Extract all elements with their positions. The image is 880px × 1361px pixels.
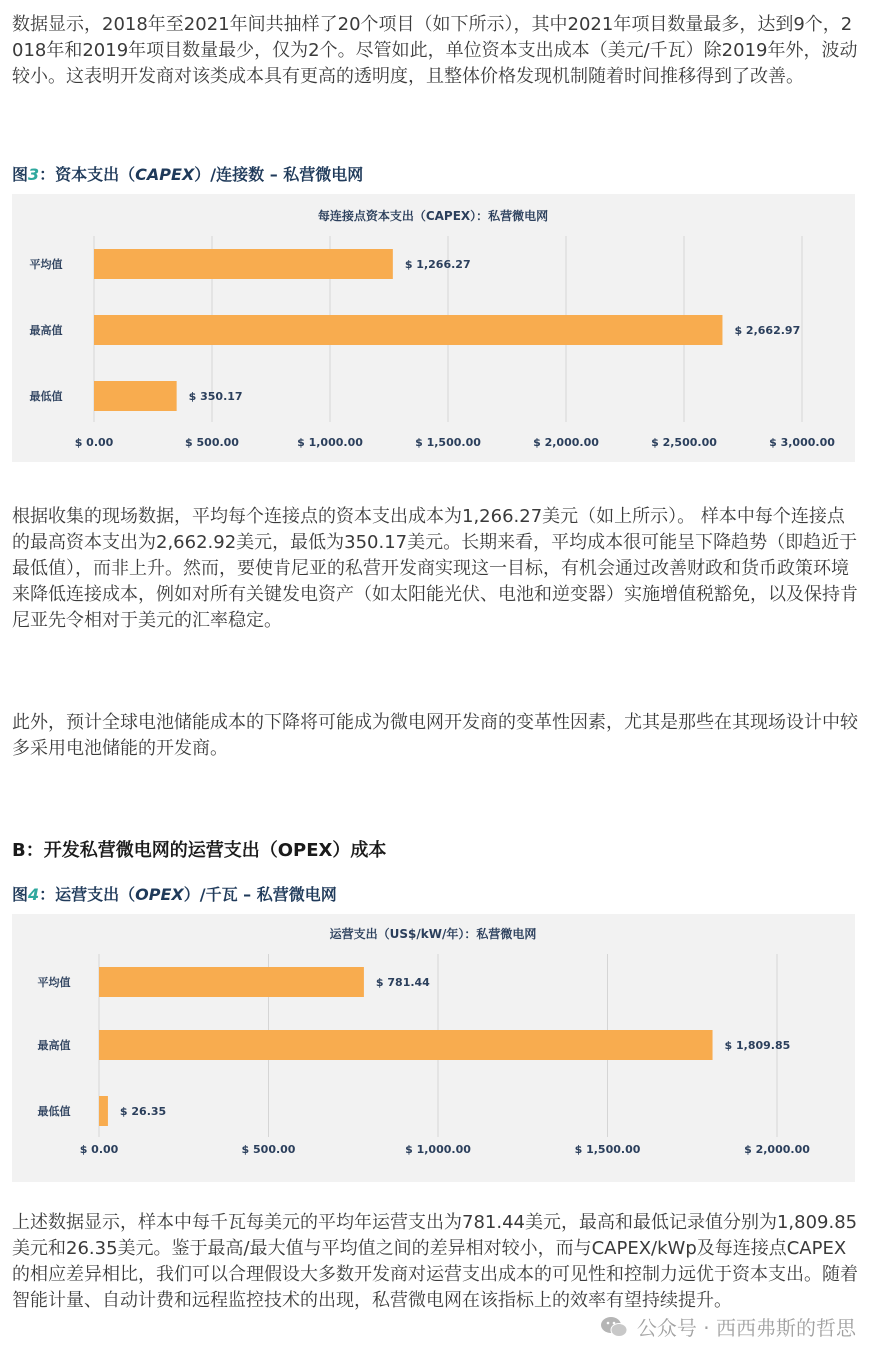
figure-prefix: 图 [12, 165, 29, 184]
tick-label: $ 1,500.00 [415, 436, 481, 449]
category-label: 平均值 [29, 258, 63, 271]
tick-label: $ 2,500.00 [651, 436, 717, 449]
category-label: 最低值 [37, 1105, 71, 1118]
chart-title: 每连接点资本支出（CAPEX）：私营微电网 [317, 209, 549, 223]
tick-label: $ 0.00 [79, 1143, 119, 1156]
bar [94, 381, 177, 411]
category-label: 最高值 [29, 324, 63, 337]
bar [94, 315, 722, 345]
figure-3-caption [12, 162, 363, 185]
tick-label: $ 0.00 [74, 436, 114, 449]
battery-paragraph: 此外，预计全球电池储能成本的下降将可能成为微电网开发商的变革性因素，尤其是那些在其现场设计中较多采用电池储能的开发商。 [12, 712, 858, 759]
data-label: $ 1,809.85 [724, 1039, 791, 1052]
category-label: 最低值 [29, 390, 63, 403]
section-b-heading: B：开发私营微电网的运营支出（OPEX）成本 [12, 840, 387, 861]
opex-chart [12, 914, 855, 1182]
opex-paragraph: 上述数据显示，样本中每千瓦每美元的平均年运营支出为781.44美元，最高和最低记录值分别为1,809.85美元和26.35美元。鉴于最高/最大值与平均值之间的差异相对较小，而与CAPEX/kWp及每连接点CAPEX的相应差异相比，我们可以合理假设大多数开发商对运营支出成本的可见性和控制力远优于资本支出。随着智能计量、自动计费和远程监控技术的出现，私营微电网在该指标上的效率有望持续提升。 [12, 1212, 858, 1311]
data-label: $ 2,662.97 [734, 324, 801, 337]
figure-4-caption [12, 882, 337, 905]
tick-label: $ 1,500.00 [574, 1143, 641, 1156]
capex-paragraph: 根据收集的现场数据，平均每个连接点的资本支出成本为1,266.27美元（如上所示）。 样本中每个连接点的最高资本支出为2,662.92美元，最低为350.17美元。长期来看，平均成本很可能呈下降趋势（即趋近于最低值），而非上升。然而，要使肯尼亚的私营开发商实现这一目标，有机会通过改善财政和货币政策环境来降低连接成本，例如对所有关键发电资产（如太阳能光伏、电池和逆变器）实施增值税豁免，以及保持肯尼亚先令相对于美元的汇率稳定。 [12, 506, 858, 631]
tick-label: $ 2,000.00 [744, 1143, 810, 1156]
tick-label: $ 1,000.00 [297, 436, 363, 449]
wechat-icon [599, 1315, 629, 1339]
watermark-text: 公众号 · 西西弗斯的哲思 [636, 1316, 856, 1340]
tick-label: $ 2,000.00 [533, 436, 599, 449]
caption-text-end: ）/千瓦 – 私营微电网 [183, 885, 337, 904]
watermark [599, 1312, 856, 1341]
data-label: $ 350.17 [188, 390, 243, 403]
bar [99, 1030, 713, 1060]
data-label: $ 781.44 [375, 976, 430, 989]
data-label: $ 1,266.27 [404, 258, 471, 271]
data-label: $ 26.35 [119, 1105, 167, 1118]
tick-label: $ 500.00 [241, 1143, 296, 1156]
capex-chart-svg [12, 194, 855, 462]
bar [94, 249, 393, 279]
category-label: 平均值 [37, 976, 71, 989]
figure-number: 3 [28, 165, 40, 184]
caption-text: ：资本支出（ [39, 165, 136, 184]
chart-title: 运营支出（US$/kW/年）：私营微电网 [329, 927, 537, 941]
caption-italic: CAPEX [135, 165, 195, 184]
category-label: 最高值 [37, 1039, 71, 1052]
capex-chart [12, 194, 855, 462]
opex-chart-svg [12, 914, 855, 1182]
intro-paragraph: 数据显示，2018年至2021年间共抽样了20个项目（如下所示），其中2021年项目数量最多，达到9个，2018年和2019年项目数量最少，仅为2个。尽管如此，单位资本支出成本（美元/千瓦）除2019年外，波动较小。这表明开发商对该类成本具有更高的透明度，且整体价格发现机制随着时间推移得到了改善。 [12, 14, 858, 87]
caption-text: ：运营支出（ [39, 885, 136, 904]
caption-italic: OPEX [135, 885, 184, 904]
tick-label: $ 1,000.00 [405, 1143, 471, 1156]
bar [99, 967, 364, 997]
tick-label: $ 3,000.00 [769, 436, 835, 449]
figure-prefix: 图 [12, 885, 29, 904]
tick-label: $ 500.00 [185, 436, 239, 449]
figure-number: 4 [28, 885, 40, 904]
bar [99, 1096, 108, 1126]
caption-text-end: ）/连接数 – 私营微电网 [194, 165, 364, 184]
